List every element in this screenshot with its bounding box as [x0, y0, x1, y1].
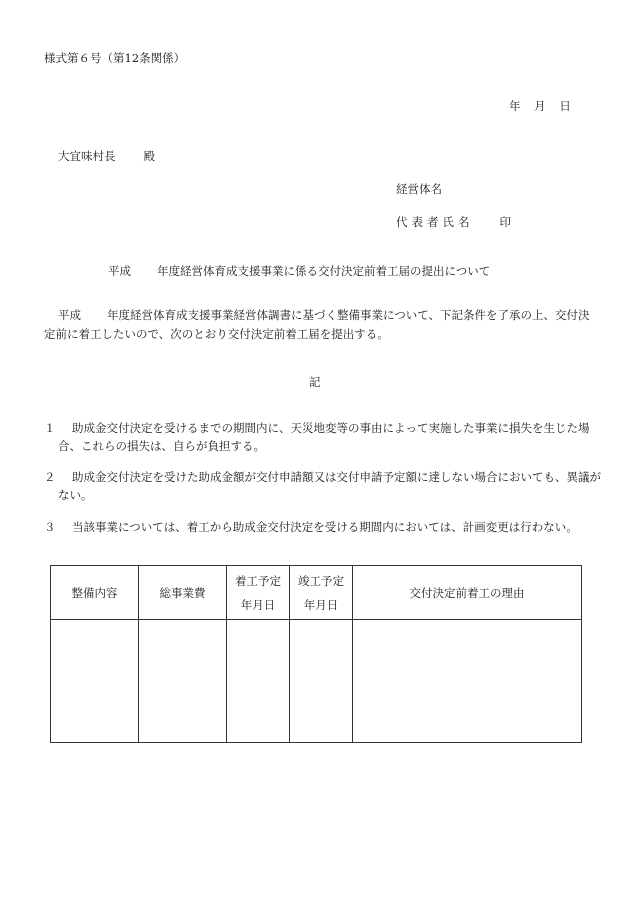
- cell-end-date[interactable]: [290, 620, 353, 743]
- cell-reason[interactable]: [353, 620, 582, 743]
- org-name-label: 経営体名: [396, 182, 442, 196]
- cell-start-date[interactable]: [227, 620, 290, 743]
- cell-content[interactable]: [51, 620, 139, 743]
- date-line: [509, 98, 571, 114]
- condition-item: [44, 518, 606, 536]
- header-start-line1: 着工予定: [235, 573, 281, 588]
- date-month: 月: [534, 99, 546, 113]
- representative-line: [396, 214, 511, 230]
- title-text: 年度経営体育成支援事業に係る交付決定前着工届の提出について: [157, 264, 491, 278]
- body-text: 年度経営体育成支援事業経営体調書に基づく整備事業について、下記条件を了承の上、交付決定前に着工したいので、次のとおり交付決定前着工届を提出する。: [44, 308, 590, 341]
- body-paragraph: [44, 306, 590, 344]
- condition-item: [44, 419, 606, 455]
- ki-heading: 記: [309, 375, 321, 389]
- addressee-name: 大宜味村長: [58, 149, 116, 163]
- condition-text: 助成金交付決定を受けるまでの期間内に、天災地変等の事由によって実施した事業に損失を生じた場合、これらの損失は、自らが負担する。: [58, 421, 590, 453]
- addressee-honorific: 殿: [143, 149, 155, 163]
- condition-text: 助成金交付決定を受けた助成金額が交付申請額又は交付申請予定額に達しない場合においても、異議がない。: [58, 470, 601, 502]
- title-era: 平成: [108, 264, 131, 278]
- header-content: 整備内容: [51, 566, 139, 620]
- representative-label: 代表者氏名: [396, 215, 474, 229]
- header-start-date: [227, 566, 290, 620]
- condition-number: ３: [44, 520, 56, 534]
- header-end-date: [290, 566, 353, 620]
- table-header-row: [51, 566, 582, 620]
- condition-item: [44, 468, 606, 504]
- addressee: [58, 148, 155, 164]
- header-end-line1: 竣工予定: [298, 573, 344, 588]
- document-title: [108, 263, 490, 279]
- cell-total-cost[interactable]: [139, 620, 227, 743]
- condition-number: １: [44, 421, 56, 435]
- condition-number: ２: [44, 470, 56, 484]
- seal-mark: 印: [499, 215, 511, 229]
- header-end-line2: 年月日: [303, 597, 339, 612]
- construction-table: [50, 565, 582, 743]
- table-row: [51, 620, 582, 743]
- date-day: 日: [559, 99, 571, 113]
- condition-text: 当該事業については、着工から助成金交付決定を受ける期間内においては、計画変更は行わない。: [72, 520, 578, 534]
- header-total-cost: 総事業費: [139, 566, 227, 620]
- body-era: 平成: [58, 308, 81, 322]
- form-number: 様式第６号（第12条関係）: [44, 51, 186, 65]
- header-start-line2: 年月日: [240, 597, 276, 612]
- date-year: 年: [509, 99, 521, 113]
- header-reason: 交付決定前着工の理由: [353, 566, 582, 620]
